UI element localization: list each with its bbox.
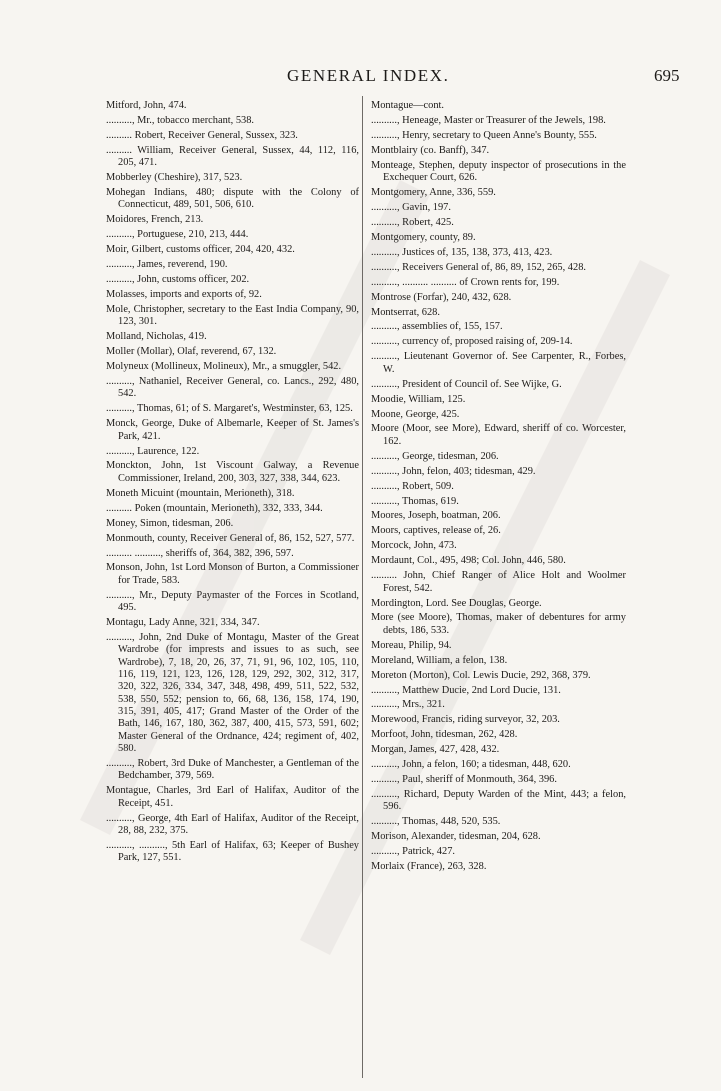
page-number: 695 (654, 66, 680, 85)
index-entry: Moodie, William, 125. (371, 393, 466, 405)
index-entry: Morgan, James, 427, 428, 432. (371, 744, 500, 756)
index-entry: Molasses, imports and exports of, 92. (106, 289, 262, 300)
index-entry: .........., Heneage, Master or Treasurer of the Jewels, 198. (371, 114, 606, 126)
index-entry: Monck, George, Duke of Albemarle, Keeper of St. James's Park, 421. (106, 418, 359, 442)
index-entry: .........., .......... .......... of Crown rents for, 199. (371, 276, 560, 288)
index-entry: Morison, Alexander, tidesman, 204, 628. (371, 831, 541, 843)
index-entry: .......... Robert, Receiver General, Sussex, 323. (106, 129, 298, 141)
index-entry: Money, Simon, tidesman, 206. (106, 517, 234, 529)
index-entry: .........., Thomas, 448, 520, 535. (371, 816, 501, 828)
index-entry: Mohegan Indians, 480; dispute with the Colony of Connecticut, 489, 501, 506, 610. (106, 187, 359, 211)
index-entry: Mordaunt, Col., 495, 498; Col. John, 446, 580. (371, 555, 566, 567)
index-entry: Montgomery, Anne, 336, 559. (371, 187, 496, 199)
index-entry: Monson, John, 1st Lord Monson of Burton, a Commissioner for Trade, 583. (106, 562, 359, 586)
index-entry: Monckton, John, 1st Viscount Galway, a Revenue Commissioner, Ireland, 200, 303, 327, 338, 344, 623. (106, 460, 359, 484)
index-entry: Moneth Micuint (mountain, Merioneth), 318. (106, 487, 295, 499)
page-title: GENERAL INDEX. (287, 66, 450, 85)
index-entry: Montrose (Forfar), 240, 432, 628. (371, 291, 512, 303)
index-entry: .........., Mr., Deputy Paymaster of the Forces in Scotland, 495. (106, 589, 359, 614)
index-entry: .........., Patrick, 427. (371, 846, 455, 858)
index-entry: .........., Robert, 509. (371, 480, 454, 492)
index-entry: .........., Richard, Deputy Warden of the Mint, 443; a felon, 596. (371, 789, 626, 813)
index-entry: .........., George, 4th Earl of Halifax, Auditor of the Receipt, 28, 88, 232, 375. (106, 812, 359, 836)
index-entry: More (see Moore), Thomas, maker of debentures for army debts, 186, 533. (371, 612, 626, 636)
index-entry: Mole, Christopher, secretary to the East India Company, 90, 123, 301. (106, 303, 359, 328)
index-entry: Moores, Joseph, boatman, 206. (371, 510, 501, 522)
index-entry: .........., Matthew Ducie, 2nd Lord Ducie, 131. (371, 684, 561, 696)
index-column-right (371, 100, 626, 1071)
index-entry: .........., John, customs officer, 202. (106, 274, 250, 286)
column-divider (362, 96, 363, 1078)
index-entry: .........., currency of, proposed raising of, 209-14. (371, 336, 573, 348)
index-entry: Mordington, Lord. See Douglas, George. (371, 597, 542, 609)
index-entry: .........., Receivers General of, 86, 89, 152, 265, 428. (371, 261, 586, 273)
index-entry: Moidores, French, 213. (106, 214, 204, 226)
index-entry: Moreton (Morton), Col. Lewis Ducie, 292, 368, 379. (371, 669, 591, 681)
index-entry: .........., Robert, 3rd Duke of Manchester, a Gentleman of the Bedchamber, 379, 569. (106, 757, 359, 782)
index-entry: .........., President of Council of. See Wijke, G. (371, 378, 562, 390)
index-entry: Moore (Moor, see More), Edward, sheriff of co. Worcester, 162. (371, 423, 626, 447)
index-entry: .........., Lieutenant Governor of. See Carpenter, R., Forbes, W. (371, 351, 626, 375)
index-entry: .........., Paul, sheriff of Monmouth, 364, 396. (371, 774, 557, 786)
index-entry: .........., Gavin, 197. (371, 201, 451, 213)
index-entry: Morcock, John, 473. (371, 540, 457, 552)
index-entry: .......... William, Receiver General, Sussex, 44, 112, 116, 205, 471. (106, 144, 359, 169)
running-head (0, 66, 721, 90)
index-entry: Monteage, Stephen, deputy inspector of prosecutions in the Exchequer Court, 626. (371, 159, 626, 184)
index-entry: Montserrat, 628. (371, 306, 440, 318)
index-entry: .........., James, reverend, 190. (106, 259, 228, 271)
index-entry: .........., George, tidesman, 206. (371, 450, 499, 462)
index-entry: Mobberley (Cheshire), 317, 523. (106, 172, 243, 184)
index-entry: Montgomery, county, 89. (371, 231, 476, 243)
index-entry: .........., Thomas, 61; of S. Margaret's, Westminster, 63, 125. (106, 403, 353, 415)
index-entry: Moone, George, 425. (371, 408, 460, 420)
index-entry: .........., Mr., tobacco merchant, 538. (106, 114, 255, 126)
index-entry: .........., Mrs., 321. (371, 699, 445, 711)
index-column-left (106, 100, 359, 1071)
index-entry: Montagu, Lady Anne, 321, 334, 347. (106, 617, 260, 628)
index-entry: .........., John, felon, 403; tidesman, 429. (371, 465, 536, 477)
index-entry: .........., Nathaniel, Receiver General, co. Lancs., 292, 480, 542. (106, 376, 359, 400)
index-entry: .........., Henry, secretary to Queen Anne's Bounty, 555. (371, 129, 597, 141)
index-entry: Moreland, William, a felon, 138. (371, 654, 508, 666)
index-entry: Montblairy (co. Banff), 347. (371, 144, 490, 156)
index-entry: Moors, captives, release of, 26. (371, 525, 501, 537)
index-entry: Molyneux (Mollineux, Molineux), Mr., a smuggler, 542. (106, 361, 342, 373)
index-entry: .........., Portuguese, 210, 213, 444. (106, 229, 249, 241)
index-entry: Montague, Charles, 3rd Earl of Halifax, Auditor of the Receipt, 451. (106, 785, 359, 809)
index-entry: Morlaix (France), 263, 328. (371, 861, 487, 873)
index-entry: Mitford, John, 474. (106, 100, 187, 111)
index-entry: .........., assemblies of, 155, 157. (371, 321, 503, 333)
index-entry: .........., John, a felon, 160; a tidesman, 448, 620. (371, 759, 571, 771)
index-entry: Morewood, Francis, riding surveyor, 32, 203. (371, 714, 560, 726)
index-entry: .......... John, Chief Ranger of Alice Holt and Woolmer Forest, 542. (371, 570, 626, 594)
index-entry: .........., Robert, 425. (371, 216, 454, 228)
index-entry: .........., Laurence, 122. (106, 445, 200, 457)
index-entry: .........., Thomas, 619. (371, 495, 459, 507)
index-entry: .........., .........., 5th Earl of Halifax, 63; Keeper of Bushey Park, 127, 551. (106, 839, 359, 864)
index-entry: Moller (Mollar), Olaf, reverend, 67, 132. (106, 346, 277, 358)
index-entry: Moreau, Philip, 94. (371, 639, 452, 651)
index-entry: Moir, Gilbert, customs officer, 204, 420, 432. (106, 244, 295, 256)
index-entry: .........., Justices of, 135, 138, 373, 413, 423. (371, 246, 553, 258)
index-entry: Morfoot, John, tidesman, 262, 428. (371, 729, 518, 741)
index-entry: .........., John, 2nd Duke of Montagu, Master of the Great Wardrobe (for imprests and issues to as such, see Wardrobe), 7, 18, 20, 26, 37, 71, 91, 96, 102, 105, 110, 116, 119, 121, 123, 126, 128, 129, 292, 302, 312, 317, 320, 322, 326, 334, 347, 348, 498, 499, 511, 522, 532, 538, 550, 552; pension to, 66, 68, 136, 158, 174, 190, 315, 391, 405, 417; Grand Master of the Order of the Bath, 146, 167, 180, 362, 387, 400, 415, 573, 591, 602; Master General of the Ordnance, 424; regiment of, 402, 580. (106, 631, 359, 755)
index-entry: Molland, Nicholas, 419. (106, 331, 207, 343)
index-entry: .......... .........., sheriffs of, 364, 382, 396, 597. (106, 547, 294, 559)
index-entry: Montague—cont. (371, 100, 445, 111)
index-entry: .......... Poken (mountain, Merioneth), 332, 333, 344. (106, 502, 323, 514)
index-entry: Monmouth, county, Receiver General of, 86, 152, 527, 577. (106, 532, 355, 544)
